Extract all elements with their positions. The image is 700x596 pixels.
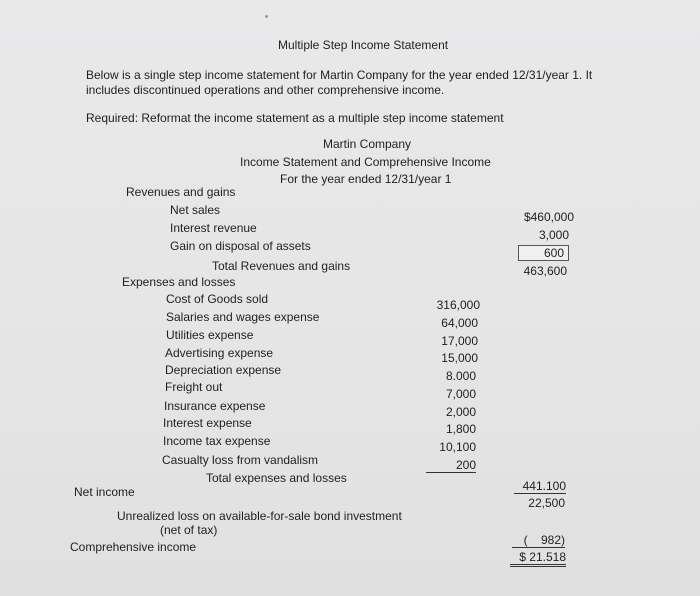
camera-dust-dot <box>265 15 268 18</box>
revenue-label: Net sales <box>170 203 221 217</box>
description-line-1: Below is a single step income statement for Martin Company for the year ended 12/31/year 1. It <box>86 68 593 82</box>
expense-value: 200 <box>426 458 476 473</box>
expense-value: 8.000 <box>445 369 476 383</box>
revenue-label: Gain on disposal of assets <box>170 239 311 253</box>
net-income-value: 22,500 <box>528 496 565 510</box>
expense-value: 1,800 <box>445 422 476 436</box>
comprehensive-income-label: Comprehensive income <box>70 540 197 554</box>
revenue-value: $460,000 <box>523 210 574 224</box>
revenue-value-highlighted: 600 <box>518 245 569 261</box>
page-title: Multiple Step Income Statement <box>278 38 449 52</box>
description-line-2: includes discontinued operations and other comprehensive income. <box>86 83 445 97</box>
statement-period: For the year ended 12/31/year 1 <box>280 172 452 186</box>
expense-value: 10,100 <box>439 440 476 454</box>
comprehensive-income-value: $ 21.518 <box>510 550 566 567</box>
expense-value: 2,000 <box>445 405 476 419</box>
expense-label: Advertising expense <box>165 346 274 360</box>
expense-label: Freight out <box>165 380 223 394</box>
expense-value: 17,000 <box>441 334 478 348</box>
expense-label: Utilities expense <box>166 328 254 342</box>
total-expenses-value: 441.100 <box>514 479 566 494</box>
expense-label: Salaries and wages expense <box>166 310 320 324</box>
total-expenses-label: Total expenses and losses <box>206 471 347 485</box>
unrealized-loss-net-of-tax: (net of tax) <box>160 523 218 537</box>
total-revenues-label: Total Revenues and gains <box>212 259 351 273</box>
unrealized-loss-label: Unrealized loss on available-for-sale bond investment <box>117 509 402 523</box>
revenues-heading: Revenues and gains <box>126 185 236 199</box>
expense-label: Income tax expense <box>163 434 271 448</box>
expense-label: Cost of Goods sold <box>166 292 269 306</box>
total-revenues-value: 463,600 <box>523 264 567 278</box>
expense-label: Interest expense <box>163 416 252 430</box>
expense-value: 316,000 <box>436 298 480 312</box>
net-income-label: Net income <box>74 485 135 499</box>
expense-label: Casualty loss from vandalism <box>162 453 319 467</box>
statement-name: Income Statement and Comprehensive Income <box>240 155 491 169</box>
unrealized-loss-value: ( 982) <box>512 533 565 548</box>
revenue-label: Interest revenue <box>170 221 257 235</box>
expense-label: Depreciation expense <box>165 363 282 377</box>
expense-value: 64,000 <box>441 316 478 330</box>
expense-value: 7,000 <box>445 387 476 401</box>
company-name: Martin Company <box>323 137 412 151</box>
expense-value: 15,000 <box>441 351 478 365</box>
expense-label: Insurance expense <box>164 399 266 413</box>
revenue-value: 3,000 <box>538 228 569 242</box>
required-instruction: Required: Reformat the income statement as a multiple step income statement <box>86 111 504 125</box>
expenses-heading: Expenses and losses <box>122 275 236 289</box>
